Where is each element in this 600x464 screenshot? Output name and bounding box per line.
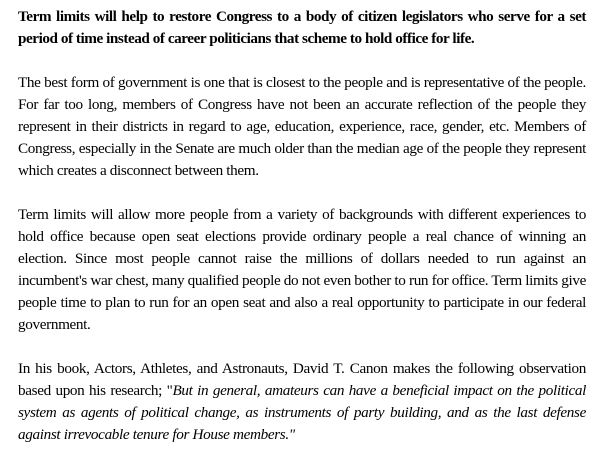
- quote-intro-text: In his book, Actors, Athletes, and Astronauts, David T. Canon makes the following observation based upon his research; ": [18, 360, 586, 399]
- document-heading: Term limits will help to restore Congress to a body of citizen legislators who serve for a set period of time instead of career politicians that scheme to hold office for life.: [18, 8, 586, 47]
- paragraph-canon-quote: [18, 358, 586, 446]
- document-page: [18, 6, 586, 446]
- paragraph-representation: The best form of government is one that is closest to the people and is representative of the people. For far too long, members of Congress have not been an accurate reflection of the people they represent in their districts in regard to age, education, experience, race, gender, etc. Members of Congress, especially in the Senate are much older than the median age of the people they represent which creates a disconnect between them.: [18, 74, 586, 179]
- canon-quote: But in general, amateurs can have a beneficial impact on the political system as agents of political change, as instruments of party building, and as the last defense against irrevocable tenure for House members.": [18, 382, 586, 443]
- paragraph-open-seats: Term limits will allow more people from a variety of backgrounds with different experiences to hold office because open seat elections provide ordinary people a real chance of winning an election. Since most people cannot raise the millions of dollars needed to run against an incumbent's war chest, many qualified people do not even bother to run for office. Term limits give people time to plan to run for an open seat and also a real opportunity to participate in our federal government.: [18, 206, 586, 333]
